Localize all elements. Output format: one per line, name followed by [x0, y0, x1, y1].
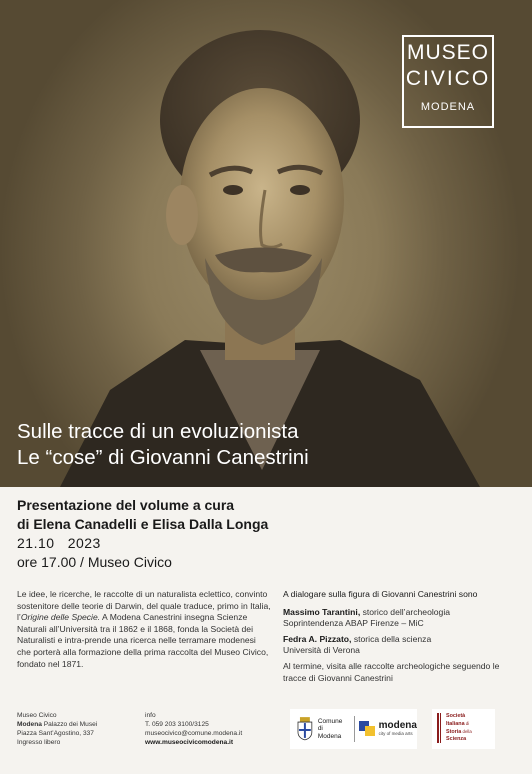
sponsor-comune-modena: [290, 709, 417, 749]
description-part2: A Modena Canestrini insegna Scienze Naturali all’Università tra il 1862 e il 1868, fonda la Società dei Naturalisti e intra-prende una ricerca nelle terramare modenesi che porterà alla formazione della prima raccolta del Museo Civico, fondato nel 1871.: [17, 612, 269, 669]
speakers-block: [283, 589, 523, 684]
contact-phone: T. 059 203 3100/3125: [145, 721, 209, 728]
presentation-line2: di Elena Canadelli e Elisa Dalla Longa: [17, 516, 269, 532]
sisc-line2b: di: [464, 721, 470, 726]
modena-city-of-media-arts-icon: [359, 721, 376, 738]
event-title-line1: Sulle tracce di un evoluzionista: [17, 420, 299, 443]
logo-line-modena: MODENA: [420, 101, 476, 113]
speaker-affiliation: Università di Verona: [283, 645, 360, 656]
venue-entry: Ingresso libero: [17, 739, 61, 746]
venue-city: Modena: [17, 721, 42, 728]
contact-info: [145, 711, 242, 747]
speaker-role: storico dell’archeologia: [360, 606, 451, 617]
sisc-line2: Italiana: [446, 721, 465, 727]
description-book-title: Origine delle Specie.: [20, 612, 101, 623]
speaker-role: storica della scienza: [351, 633, 432, 644]
sisc-name: [446, 713, 472, 749]
venue-address: Piazza Sant’Agostino, 337: [17, 730, 94, 737]
info-label: info: [145, 712, 156, 719]
presentation-line1: Presentazione del volume a cura: [17, 497, 235, 513]
sisc-line4: Scienza: [446, 736, 467, 742]
sisc-line1: Società: [446, 713, 466, 719]
speaker-name: Massimo Tarantini,: [283, 606, 361, 617]
modena-brand-tagline: city of media arts: [378, 731, 413, 736]
sisc-line3: Storia: [446, 729, 462, 735]
venue-name: Museo Civico: [17, 712, 57, 719]
sponsor-divider: [354, 716, 355, 742]
logo-line-civico: CIVICO: [405, 67, 491, 90]
speaker-item: [283, 607, 523, 630]
presentation-block: [17, 496, 268, 572]
sisc-logo-icon: [437, 713, 443, 743]
description-paragraph: [17, 589, 272, 670]
modena-brand-name: modena: [378, 720, 417, 731]
venue-info: [17, 711, 97, 747]
museo-civico-logo: [402, 35, 494, 128]
venue-building: Palazzo dei Musei: [41, 721, 98, 728]
speaker-item: [283, 634, 523, 657]
event-date: 21.10 2023: [17, 535, 101, 551]
sisc-line3b: della: [461, 729, 472, 734]
speakers-heading: A dialogare sulla figura di Giovanni Canestrini sono: [283, 589, 478, 599]
event-title-line2: Le “cose” di Giovanni Canestrini: [17, 446, 309, 469]
comune-line2: di Modena: [317, 725, 342, 740]
comune-di-modena-crest-icon: [296, 717, 314, 741]
logo-line-museo: MUSEO: [406, 41, 489, 64]
modena-brand: [379, 721, 417, 737]
contact-email[interactable]: museocivico@comune.modena.it: [145, 730, 243, 737]
description-part1: Le idee, le ricerche, le raccolte di un naturalista eclettico, convinto sostenitore delle teorie di Darwin, del quale traduce, primo in Italia, l’: [17, 589, 271, 623]
closing-note: Al termine, visita alle raccolte archeologiche seguendo le tracce di Giovanni Canestrini: [283, 660, 500, 683]
speaker-affiliation: Soprintendenza ABAP Firenze – MiC: [283, 618, 424, 629]
event-title: [17, 419, 309, 471]
comune-label: [318, 718, 348, 741]
contact-website[interactable]: www.museocivicomodena.it: [145, 739, 234, 746]
sponsor-sisc: [432, 709, 495, 749]
event-time-place: ore 17.00 / Museo Civico: [17, 554, 172, 570]
comune-line1: Comune: [317, 717, 343, 725]
speaker-name: Fedra A. Pizzato,: [283, 633, 352, 644]
